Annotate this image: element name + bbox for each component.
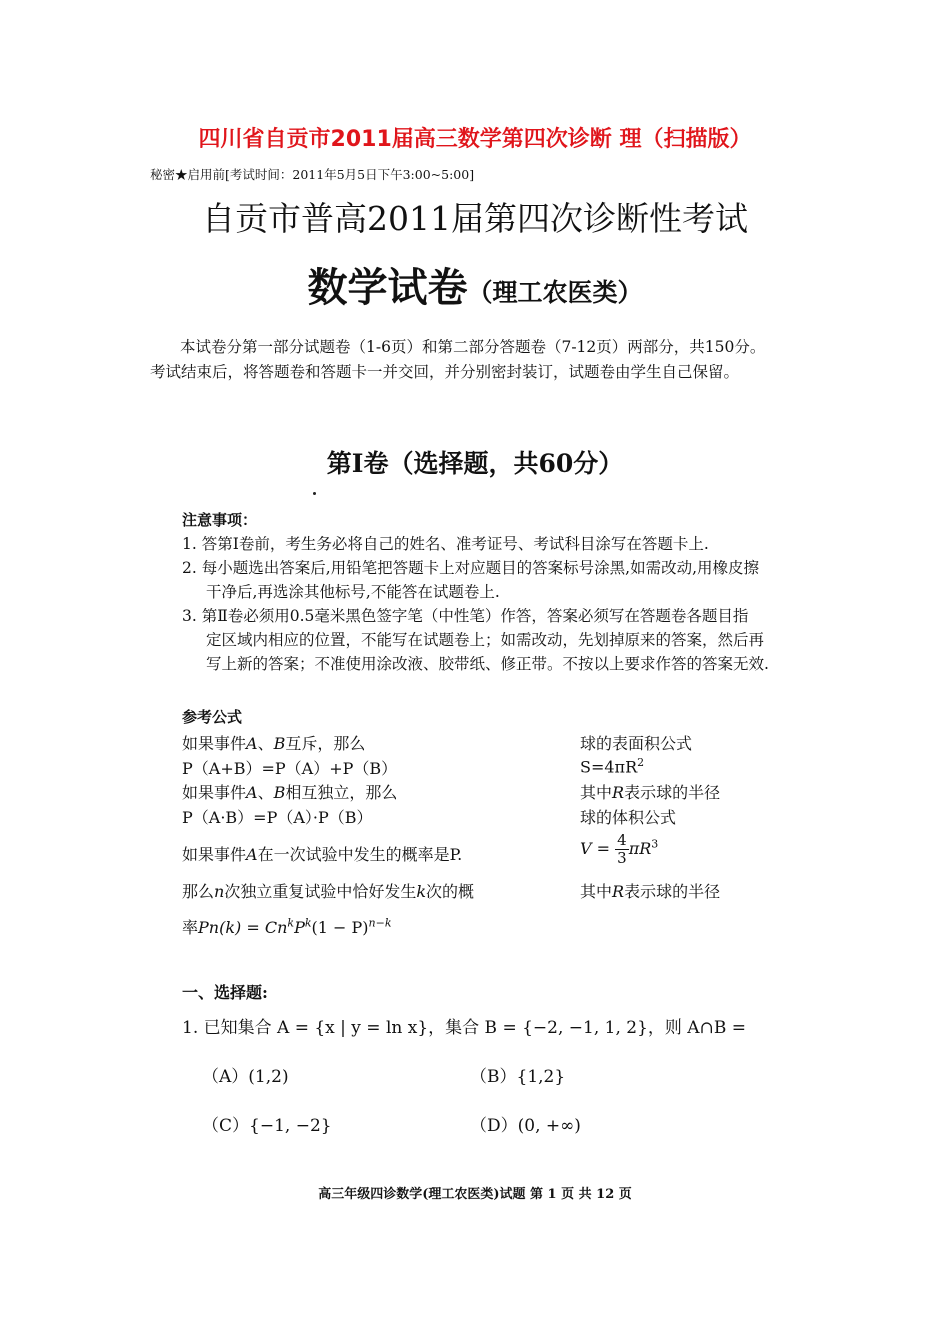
note-item-1: 1. 答第Ⅰ卷前，考生务必将自己的姓名、准考证号、考试科目涂写在答题卡上. [182, 535, 709, 553]
formula-right-line-4: 球的体积公式 [580, 808, 677, 827]
option-a: （A）(1,2) [202, 1067, 289, 1087]
question-1: 1. 已知集合 A = {x | y = ln x}，集合 B = {−2, −1, 1, 2}，则 A∩B = [182, 1018, 746, 1038]
formula-left-line-6: 那么n次独立重复试验中恰好发生k次的概 [182, 882, 475, 901]
option-c: （C）{−1, −2} [202, 1116, 332, 1136]
subject-name: 数学试卷 [307, 265, 468, 311]
option-b: （B）{1,2} [470, 1067, 566, 1087]
subject-category: （理工农医类） [467, 278, 643, 307]
note-item-3: 3. 第Ⅱ卷必须用0.5毫米黑色签字笔（中性笔）作答，答案必须写在答题卷各题目指 [182, 607, 749, 625]
formula-left-line-3: 如果事件A、B相互独立，那么 [182, 783, 398, 802]
formula-right-line-3: 其中R表示球的半径 [580, 783, 721, 802]
note-item-2-cont: 干净后,再选涂其他标号,不能答在试题卷上. [206, 583, 500, 601]
notes-list [182, 532, 769, 676]
formula-left-line-4: P（A·B）=P（A）·P（B） [182, 808, 373, 827]
formula-right-line-1: 球的表面积公式 [580, 734, 693, 753]
fraction-four-thirds: $\frac{4}{3}$ [617, 831, 627, 867]
formula-left-line-2: P（A+B）=P（A）+P（B） [182, 759, 398, 778]
subject-title [0, 256, 950, 313]
notes-heading: 注意事项： [182, 511, 258, 529]
intro-text [150, 335, 765, 385]
formula-left-line-7: 率$Pn(k) = Cn^kP^k(1 - P)^{n-k}$ [182, 916, 392, 937]
formula-right-line-6: 其中R表示球的半径 [580, 882, 721, 901]
section-heading-choice: 一、选择题: [182, 983, 268, 1002]
formula-left-line-5: 如果事件A在一次试验中发生的概率是P. [182, 845, 463, 864]
speck-mark [313, 492, 316, 495]
note-item-3-cont-1: 定区域内相应的位置，不能写在试题卷上；如需改动，先划掉原来的答案，然后再 [206, 631, 765, 649]
secret-exam-time-line: 秘密★启用前[考试时间：2011年5月5日下午3:00~5:00] [150, 167, 475, 182]
formula-right-line-2: $S=4\pi R^2$ [580, 756, 645, 777]
part-title: 第Ⅰ卷（选择题，共60分） [326, 449, 624, 478]
intro-line-2: 考试结束后，将答题卷和答题卡一并交回，并分别密封装订，试题卷由学生自己保留。 [150, 363, 740, 381]
page-footer: 高三年级四诊数学(理工农医类)试题 第 1 页 共 12 页 [318, 1187, 632, 1202]
formula-left-line-1: 如果事件A、B互斥，那么 [182, 734, 366, 753]
formulas-heading: 参考公式 [182, 708, 243, 726]
note-item-2: 2. 每小题选出答案后,用铅笔把答题卡上对应题目的答案标号涂黑,如需改动,用橡皮擦 [182, 559, 759, 577]
exam-title: 自贡市普高2011届第四次诊断性考试 [202, 199, 748, 238]
option-d: （D）(0, +∞) [470, 1116, 581, 1136]
formula-sphere-volume: V = $\frac{4}{3}$ $\pi R^3$ [580, 831, 659, 867]
note-item-3-cont-2: 写上新的答案；不准使用涂改液、胶带纸、修正带。不按以上要求作答的答案无效. [206, 655, 769, 673]
page-title: 四川省自贡市2011届高三数学第四次诊断 理（扫描版） [198, 127, 752, 152]
intro-line-1: 本试卷分第一部分试题卷（1-6页）和第二部分答题卷（7-12页）两部分，共150分。 [180, 338, 766, 356]
